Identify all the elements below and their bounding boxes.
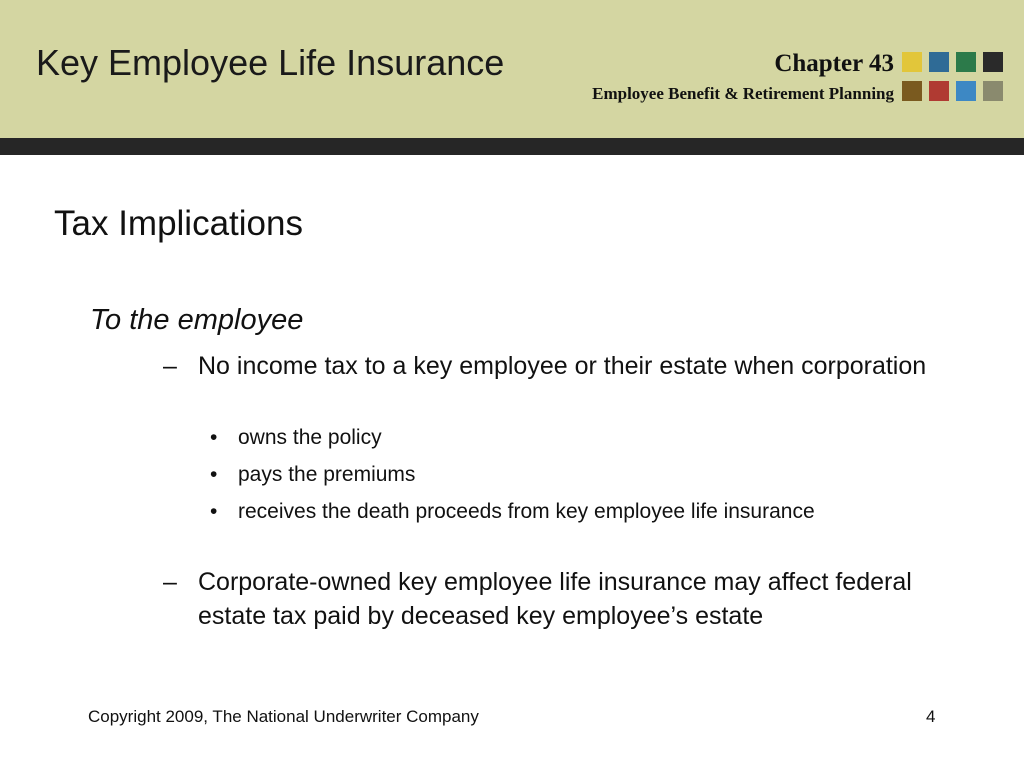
bullet-marker: •	[210, 500, 218, 523]
sub-point-item	[210, 496, 870, 527]
section-heading: Tax Implications	[54, 204, 303, 243]
book-subtitle: Employee Benefit & Retirement Planning	[592, 84, 894, 103]
color-squares-logo	[902, 52, 1006, 104]
point-text: No income tax to a key employee or their estate when corporation	[198, 352, 927, 380]
copyright-notice: Copyright 2009, The National Underwriter Company	[88, 707, 479, 726]
logo-square	[902, 52, 922, 72]
sub-point-text: pays the premiums	[238, 463, 416, 486]
sub-point-text: receives the death proceeds from key employee life insurance	[238, 500, 815, 523]
bullet-marker: •	[210, 463, 218, 486]
sub-point-item	[210, 422, 870, 453]
logo-square	[956, 52, 976, 72]
logo-square	[983, 81, 1003, 101]
logo-square	[902, 81, 922, 101]
slide-title: Key Employee Life Insurance	[36, 42, 505, 83]
bullet-marker: •	[210, 426, 218, 449]
logo-square	[929, 81, 949, 101]
sub-point-item	[210, 459, 870, 490]
logo-square	[983, 52, 1003, 72]
logo-square	[929, 52, 949, 72]
point-item	[163, 349, 953, 383]
dash-marker: –	[163, 568, 177, 596]
header-divider-bar	[0, 138, 1024, 155]
logo-square	[956, 81, 976, 101]
chapter-label: Chapter 43	[774, 50, 894, 77]
point-text: Corporate-owned key employee life insurance may affect federal estate tax paid by deceased key employee’s estate	[198, 568, 912, 630]
point-item	[163, 565, 953, 633]
dash-marker: –	[163, 352, 177, 380]
sub-point-text: owns the policy	[238, 426, 382, 449]
subsection-label: To the employee	[90, 304, 304, 336]
page-number: 4	[926, 707, 936, 726]
header-band	[0, 0, 1024, 138]
